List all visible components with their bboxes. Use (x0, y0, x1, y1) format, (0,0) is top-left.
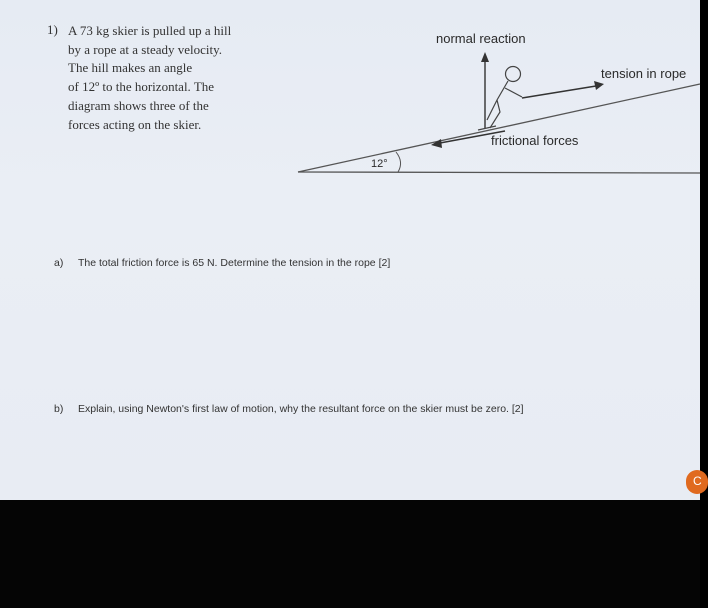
dark-bottom-band (0, 500, 700, 608)
normal-reaction-label: normal reaction (436, 31, 526, 46)
horizontal-line (298, 172, 700, 173)
intro-line: by a rope at a steady velocity. (68, 41, 223, 57)
angle-label: 12° (371, 158, 388, 170)
tension-arrow (522, 86, 596, 98)
question-number: 1) (47, 22, 58, 37)
question-part-a (54, 257, 390, 269)
part-a-text: The total friction force is 65 N. Determine the tension in the rope [2] (78, 257, 391, 269)
tension-arrowhead (594, 81, 604, 90)
intro-line: A 73 kg skier is pulled up a hill (68, 23, 232, 38)
tension-label: tension in rope (601, 66, 687, 81)
friction-arrowhead (431, 139, 442, 148)
part-b-tag: b) (54, 403, 64, 415)
skier-body (487, 81, 522, 128)
part-a-tag: a) (54, 257, 64, 269)
skier-head (506, 67, 521, 82)
side-button[interactable] (686, 470, 708, 494)
part-b-text: Explain, using Newton's first law of motion, why the resultant force on the skier must be zero. [2] (78, 403, 524, 415)
friction-label: frictional forces (491, 133, 579, 148)
intro-line: of 12º to the horizontal. The (68, 79, 215, 95)
intro-line: The hill makes an angle (68, 60, 193, 76)
c-glyph-icon: C (693, 474, 702, 488)
intro-line: forces acting on the skier. (68, 116, 202, 132)
question-part-b (54, 403, 524, 415)
angle-arc (396, 152, 401, 172)
normal-arrowhead (481, 52, 489, 62)
intro-line: diagram shows three of the (68, 97, 209, 113)
